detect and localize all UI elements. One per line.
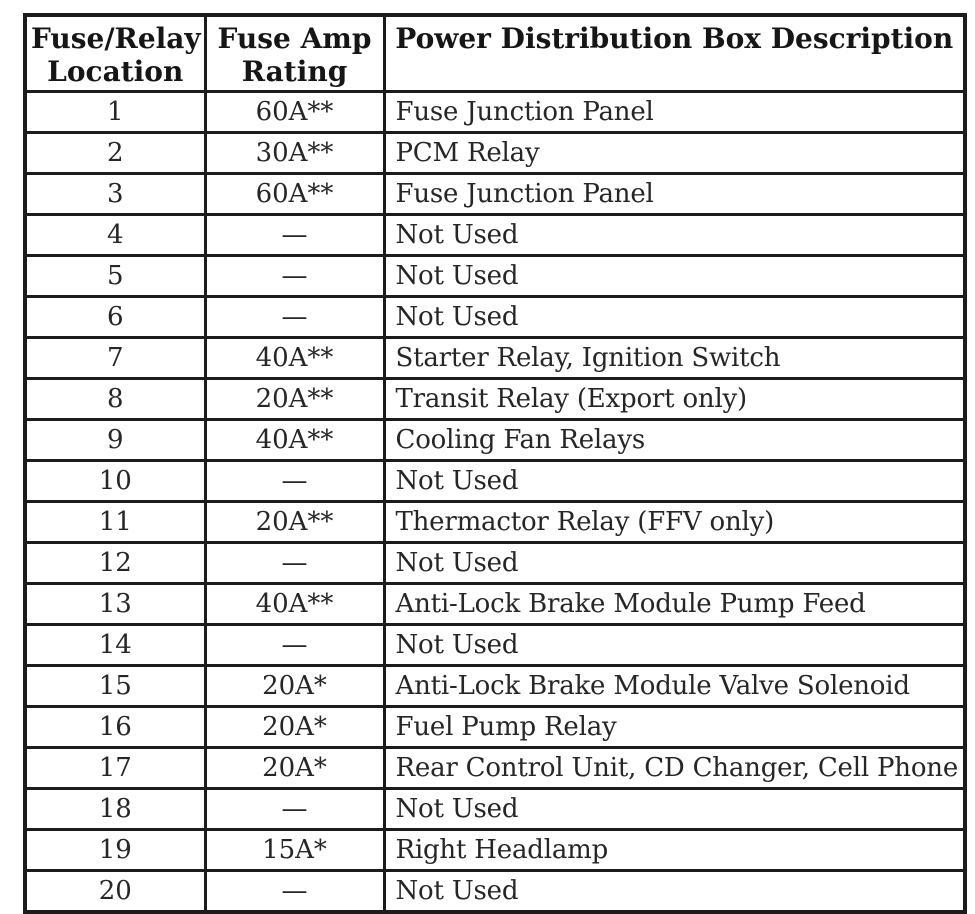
cell-rating: — <box>205 871 384 913</box>
cell-description: Thermactor Relay (FFV only) <box>384 502 965 543</box>
cell-rating: 60A** <box>205 174 384 215</box>
cell-description: Starter Relay, Ignition Switch <box>384 338 965 379</box>
cell-rating: 20A* <box>205 666 384 707</box>
cell-rating: — <box>205 789 384 830</box>
cell-description: Cooling Fan Relays <box>384 420 965 461</box>
cell-rating: — <box>205 543 384 584</box>
table-row <box>25 256 965 297</box>
table-row <box>25 584 965 625</box>
cell-location: 6 <box>25 297 205 338</box>
table-row <box>25 789 965 830</box>
cell-description: Not Used <box>384 789 965 830</box>
cell-location: 15 <box>25 666 205 707</box>
cell-rating: 30A** <box>205 133 384 174</box>
table-row <box>25 707 965 748</box>
table-row <box>25 92 965 133</box>
cell-rating: 20A* <box>205 707 384 748</box>
table-row <box>25 379 965 420</box>
cell-location: 17 <box>25 748 205 789</box>
cell-description: Not Used <box>384 215 965 256</box>
cell-rating: 15A* <box>205 830 384 871</box>
cell-description: Anti-Lock Brake Module Valve Solenoid <box>384 666 965 707</box>
cell-rating: — <box>205 625 384 666</box>
cell-location: 7 <box>25 338 205 379</box>
table-row <box>25 174 965 215</box>
cell-rating: 60A** <box>205 92 384 133</box>
cell-description: Not Used <box>384 625 965 666</box>
cell-description: Transit Relay (Export only) <box>384 379 965 420</box>
cell-description: Not Used <box>384 461 965 502</box>
table-row <box>25 338 965 379</box>
cell-rating: 40A** <box>205 338 384 379</box>
cell-location: 9 <box>25 420 205 461</box>
cell-rating: — <box>205 215 384 256</box>
cell-description: Rear Control Unit, CD Changer, Cell Phone <box>384 748 965 789</box>
header-power-distribution-box-description: Power Distribution Box Description <box>384 15 965 92</box>
table-row <box>25 543 965 584</box>
table-row <box>25 830 965 871</box>
cell-location: 11 <box>25 502 205 543</box>
cell-location: 20 <box>25 871 205 913</box>
cell-location: 2 <box>25 133 205 174</box>
header-fuse-relay-location: Fuse/Relay Location <box>25 15 205 92</box>
table-row <box>25 625 965 666</box>
cell-location: 13 <box>25 584 205 625</box>
table-row <box>25 420 965 461</box>
table-row <box>25 502 965 543</box>
cell-description: Not Used <box>384 543 965 584</box>
cell-rating: — <box>205 461 384 502</box>
table-row <box>25 666 965 707</box>
header-fuse-amp-rating: Fuse Amp Rating <box>205 15 384 92</box>
cell-location: 4 <box>25 215 205 256</box>
cell-location: 8 <box>25 379 205 420</box>
power-distribution-box-fuse-table <box>23 13 967 914</box>
cell-location: 16 <box>25 707 205 748</box>
header-row <box>25 15 965 92</box>
cell-rating: 40A** <box>205 420 384 461</box>
cell-description: PCM Relay <box>384 133 965 174</box>
cell-description: Right Headlamp <box>384 830 965 871</box>
table-row <box>25 215 965 256</box>
cell-location: 19 <box>25 830 205 871</box>
cell-location: 1 <box>25 92 205 133</box>
cell-location: 18 <box>25 789 205 830</box>
fuse-table-header <box>25 15 965 92</box>
cell-rating: 20A** <box>205 502 384 543</box>
cell-location: 3 <box>25 174 205 215</box>
cell-description: Not Used <box>384 256 965 297</box>
cell-location: 5 <box>25 256 205 297</box>
cell-rating: 20A** <box>205 379 384 420</box>
cell-rating: 20A* <box>205 748 384 789</box>
cell-description: Anti-Lock Brake Module Pump Feed <box>384 584 965 625</box>
cell-description: Not Used <box>384 297 965 338</box>
table-row <box>25 297 965 338</box>
cell-rating: 40A** <box>205 584 384 625</box>
cell-rating: — <box>205 297 384 338</box>
cell-description: Not Used <box>384 871 965 913</box>
cell-description: Fuse Junction Panel <box>384 92 965 133</box>
cell-description: Fuel Pump Relay <box>384 707 965 748</box>
fuse-table-body <box>25 92 965 913</box>
table-row <box>25 461 965 502</box>
cell-description: Fuse Junction Panel <box>384 174 965 215</box>
table-row <box>25 748 965 789</box>
cell-location: 12 <box>25 543 205 584</box>
cell-location: 10 <box>25 461 205 502</box>
cell-rating: — <box>205 256 384 297</box>
table-row <box>25 871 965 913</box>
table-row <box>25 133 965 174</box>
cell-location: 14 <box>25 625 205 666</box>
